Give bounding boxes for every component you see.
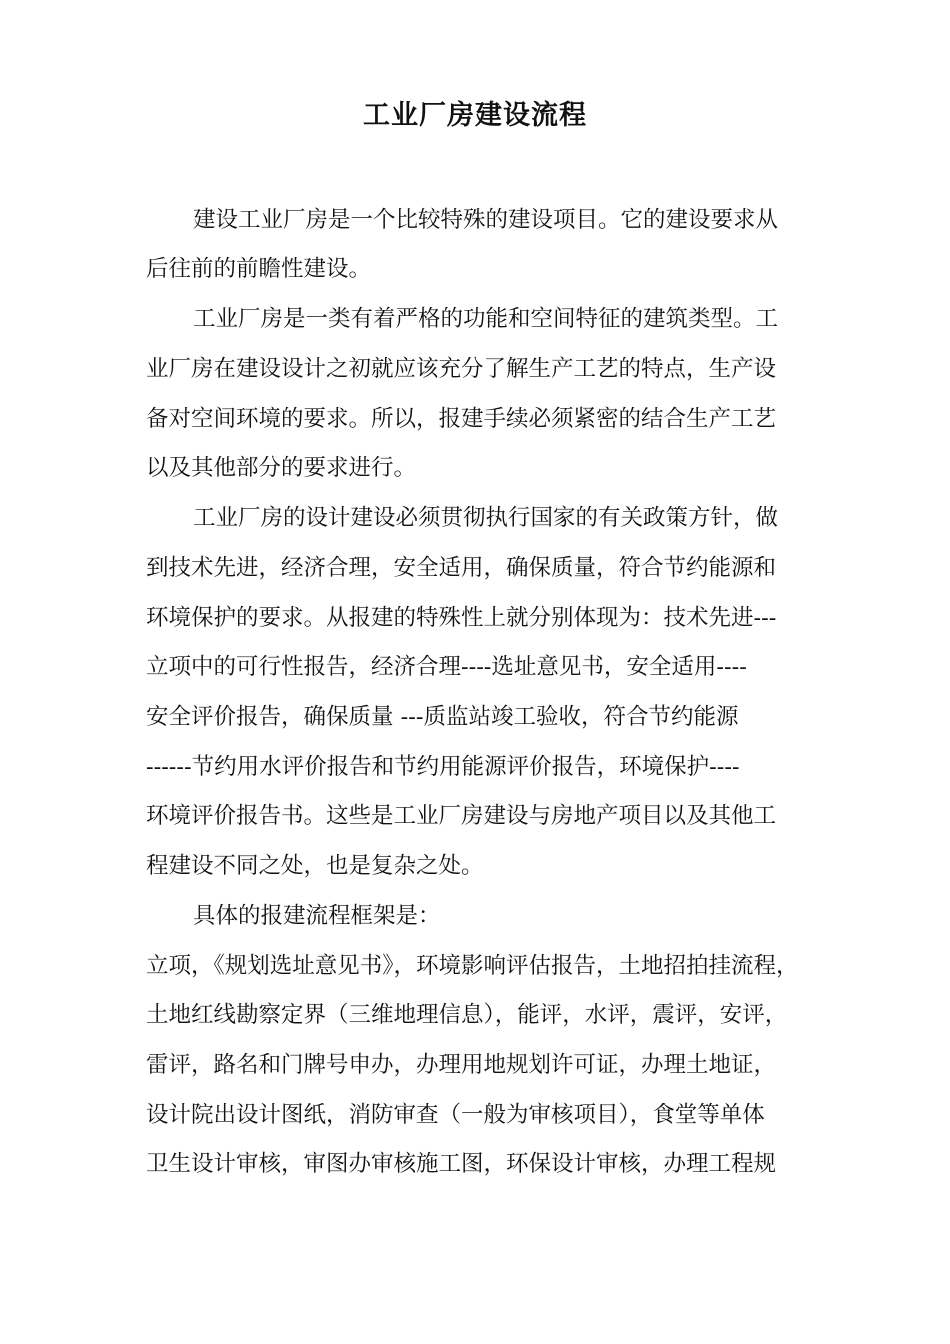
paragraph-line: 程建设不同之处，也是复杂之处。	[146, 853, 484, 879]
paragraph-line: 以及其他部分的要求进行。	[146, 455, 417, 481]
document-title: 工业厂房建设流程	[363, 100, 587, 131]
paragraph-line: 立项中的可行性报告，经济合理----选址意见书，安全适用----	[146, 654, 747, 680]
paragraph-line: 业厂房在建设设计之初就应该充分了解生产工艺的特点，生产设	[146, 356, 777, 382]
paragraph-line: 具体的报建流程框架是：	[193, 903, 441, 929]
paragraph-line: 备对空间环境的要求。所以，报建手续必须紧密的结合生产工艺	[146, 406, 777, 432]
paragraph-line: 土地红线勘察定界（三维地理信息），能评，水评，震评，安评，	[146, 1002, 788, 1028]
paragraph-line: 后往前的前瞻性建设。	[146, 256, 372, 282]
paragraph-line: ------节约用水评价报告和节约用能源评价报告，环境保护----	[146, 754, 740, 780]
paragraph-line: 建设工业厂房是一个比较特殊的建设项目。它的建设要求从	[193, 207, 779, 233]
paragraph-line: 工业厂房是一类有着严格的功能和空间特征的建筑类型。工	[193, 306, 779, 332]
paragraph-line: 到技术先进，经济合理，安全适用，确保质量，符合节约能源和	[146, 555, 777, 581]
paragraph-line: 安全评价报告，确保质量 ---质监站竣工验收，符合节约能源	[146, 704, 739, 730]
paragraph-line: 雷评，路名和门牌号申办，办理用地规划许可证，办理土地证，	[146, 1052, 777, 1078]
paragraph-line: 环境保护的要求。从报建的特殊性上就分别体现为：技术先进---	[146, 605, 777, 631]
paragraph-line: 立项，《规划选址意见书》，环境影响评估报告，土地招拍挂流程，	[146, 953, 799, 979]
paragraph-line: 环境评价报告书。这些是工业厂房建设与房地产项目以及其他工	[146, 803, 777, 829]
paragraph-line: 设计院出设计图纸，消防审查（一般为审核项目），食堂等单体	[146, 1102, 765, 1128]
paragraph-line: 卫生设计审核，审图办审核施工图，环保设计审核，办理工程规	[146, 1151, 777, 1177]
paragraph-line: 工业厂房的设计建设必须贯彻执行国家的有关政策方针，做	[193, 505, 779, 531]
